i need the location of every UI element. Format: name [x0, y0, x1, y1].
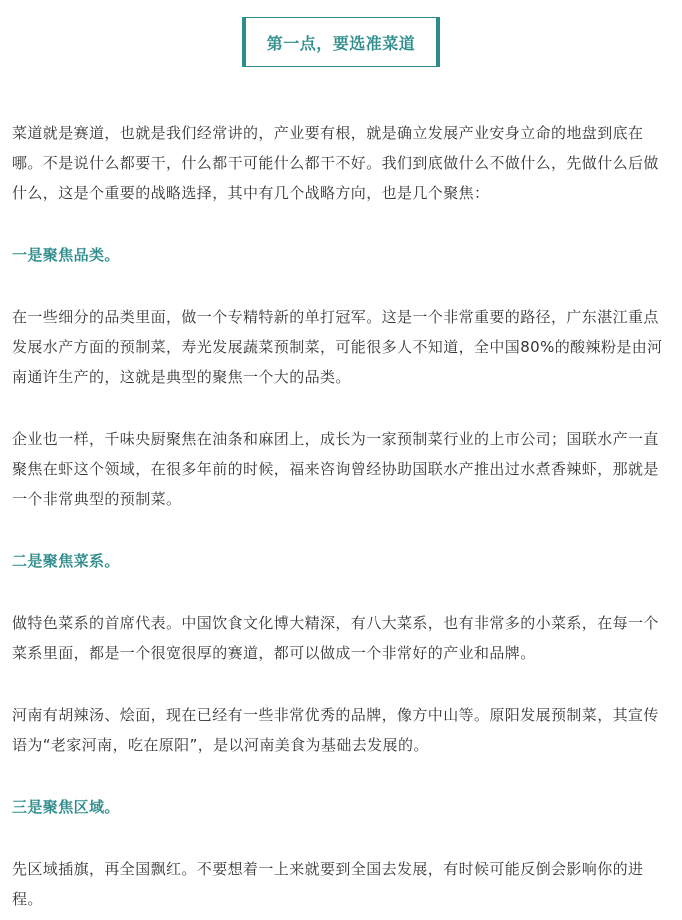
paragraph-cuisine-1: 做特色菜系的首席代表。中国饮食文化博大精深，有八大菜系，也有非常多的小菜系，在每一个菜系里面，都是一个很宽很厚的赛道，都可以做成一个非常好的产业和品牌。 — [12, 614, 659, 662]
paragraph-category-1: 在一些细分的品类里面，做一个专精特新的单打冠军。这是一个非常重要的路径，广东湛江重点发展水产方面的预制菜，寿光发展蔬菜预制菜，可能很多人不知道，全中国80%的酸辣粉是由河南通许生产的，这就是典型的聚焦一个大的品类。 — [12, 308, 663, 386]
heading-cuisine-focus: 二是聚焦菜系。 — [12, 552, 120, 570]
heading-category-focus: 一是聚焦品类。 — [12, 246, 120, 264]
section-title: 第一点，要选准菜道 — [266, 33, 416, 53]
paragraph-category-2: 企业也一样，千味央厨聚焦在油条和麻团上，成长为一家预制菜行业的上市公司；国联水产一直聚焦在虾这个领域，在很多年前的时候，福来咨询曾经协助国联水产推出过水煮香辣虾，那就是一个非常典型的预制菜。 — [12, 430, 659, 508]
paragraph-cuisine-2: 河南有胡辣汤、烩面，现在已经有一些非常优秀的品牌，像方中山等。原阳发展预制菜，其宣传语为“老家河南，吃在原阳”，是以河南美食为基础去发展的。 — [12, 706, 659, 754]
paragraph-region-1: 先区域插旗，再全国飘红。不要想着一上来就要到全国去发展，有时候可能反倒会影响你的进程。 — [12, 860, 644, 908]
intro-paragraph: 菜道就是赛道，也就是我们经常讲的，产业要有根，就是确立发展产业安身立命的地盘到底在哪。不是说什么都要干，什么都干可能什么都干不好。我们到底做什么不做什么，先做什么后做什么，这是个重要的战略选择，其中有几个战略方向，也是几个聚焦： — [12, 124, 659, 202]
heading-region-focus: 三是聚焦区域。 — [12, 798, 120, 816]
section-title-box — [242, 17, 440, 67]
